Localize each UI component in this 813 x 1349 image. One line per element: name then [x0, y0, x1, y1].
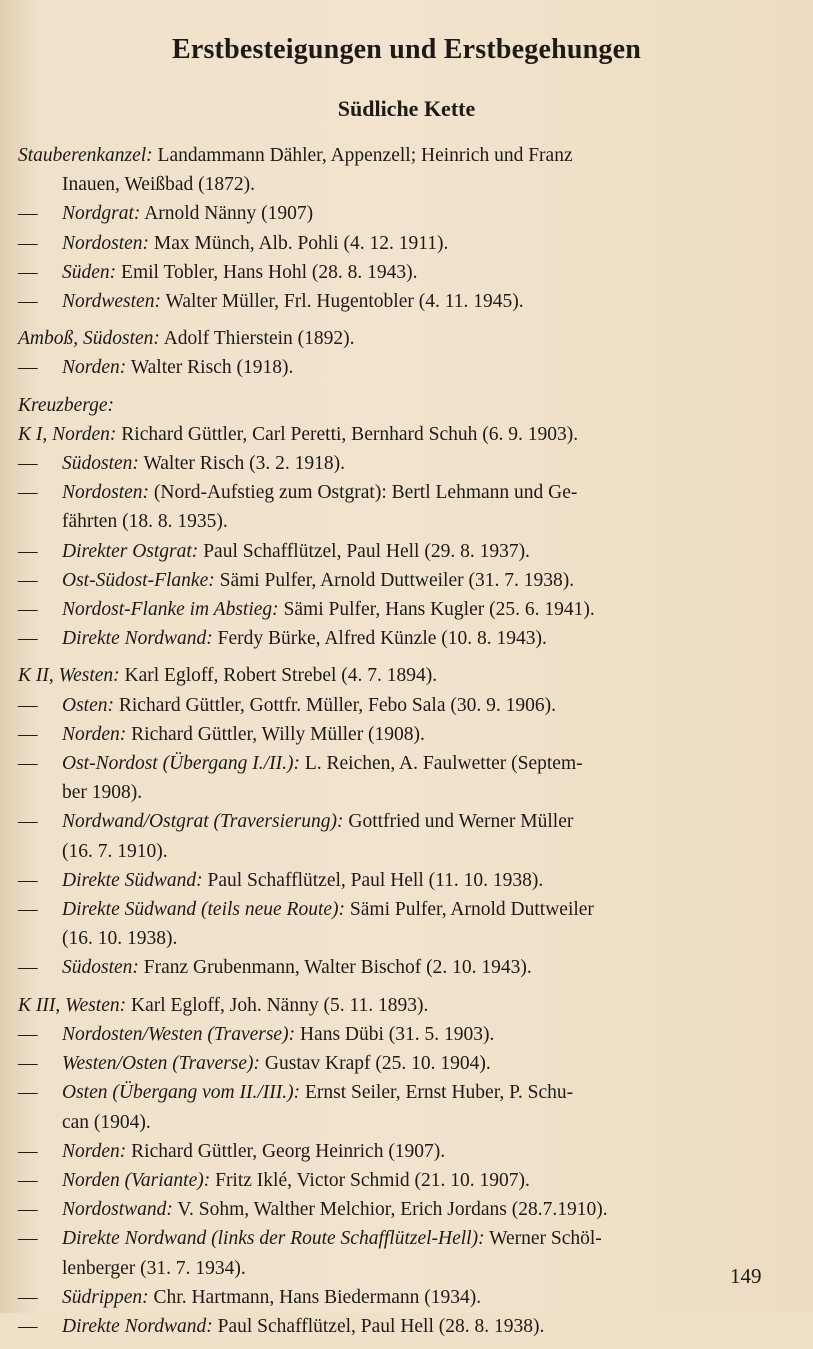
climbers-text: Franz Grubenmann, Walter Bischof (2. 10. 1943). — [143, 957, 532, 979]
entry-continuation: lenberger (31. 7. 1934). — [62, 1257, 246, 1279]
climbers-text: Walter Risch (1918). — [130, 357, 294, 379]
ascent-entry — [18, 953, 778, 982]
ascent-entry — [18, 1049, 778, 1078]
entry-group — [18, 141, 778, 316]
ascent-entry — [18, 720, 778, 749]
climbers-text: Fritz Iklé, Victor Schmid (21. 10. 1907). — [215, 1169, 530, 1191]
entry-group — [18, 991, 778, 1341]
route-label: Direkter Ostgrat: — [62, 540, 199, 562]
ascent-entry — [18, 595, 778, 624]
entry-dash: — — [18, 599, 38, 621]
ascent-entry — [18, 991, 778, 1020]
page-title: Erstbesteigungen und Erstbegehungen — [171, 34, 642, 65]
ascent-entry — [18, 391, 778, 420]
entry-continuation: fährten (18. 8. 1935). — [62, 511, 228, 533]
climbers-text: Richard Güttler, Willy Müller (1908). — [131, 723, 425, 745]
ascent-entry — [18, 749, 778, 778]
entry-group — [18, 324, 778, 382]
route-label: Nordosten/Westen (Traverse): — [62, 1023, 296, 1045]
entry-dash: — — [18, 1228, 38, 1250]
entry-continuation: (16. 7. 1910). — [62, 840, 168, 862]
route-label: Direkte Südwand (teils neue Route): — [62, 899, 346, 921]
ascent-entry — [18, 624, 778, 653]
climbers-text: Karl Egloff, Joh. Nänny (5. 11. 1893). — [131, 994, 429, 1016]
climbers-text: Richard Güttler, Georg Heinrich (1907). — [131, 1140, 446, 1162]
ascent-entry — [18, 1283, 778, 1312]
entry-dash: — — [18, 453, 38, 475]
ascent-entry — [18, 324, 778, 353]
route-label: Nordgrat: — [62, 203, 141, 225]
climbers-text: L. Reichen, A. Faulwetter (Septem- — [304, 753, 583, 775]
entry-dash: — — [18, 628, 38, 650]
route-label: Norden: — [62, 357, 127, 379]
climbers-text: Sämi Pulfer, Hans Kugler (25. 6. 1941). — [283, 599, 595, 621]
ascent-entry — [18, 199, 778, 228]
route-label: Norden (Variante): — [62, 1169, 211, 1191]
route-label: Nordostwand: — [62, 1199, 173, 1221]
route-label: K II, Westen: — [18, 665, 120, 687]
entry-continuation: (16. 10. 1938). — [62, 928, 178, 950]
entry-dash: — — [18, 869, 38, 891]
route-label: Nordwand/Ostgrat (Traversierung): — [62, 811, 344, 833]
ascent-entry — [18, 566, 778, 595]
route-label: Direkte Südwand: — [62, 869, 203, 891]
climbers-text: Ferdy Bürke, Alfred Künzle (10. 8. 1943). — [217, 628, 547, 650]
route-label: Ost-Südost-Flanke: — [62, 569, 215, 591]
ascent-entry — [18, 661, 778, 690]
ascent-entry — [18, 478, 778, 507]
ascent-entry — [18, 449, 778, 478]
entry-dash: — — [18, 694, 38, 716]
entry-dash: — — [18, 1082, 38, 1104]
route-label: Nordosten: — [62, 232, 150, 254]
route-label: Norden: — [62, 1140, 127, 1162]
ascent-entry — [18, 1166, 778, 1195]
route-label: Direkte Nordwand: — [62, 628, 213, 650]
route-label: Amboß, Südosten: — [18, 328, 160, 350]
ascent-entry — [18, 141, 778, 170]
ascent-entry — [18, 1137, 778, 1166]
route-label: Osten (Übergang vom II./III.): — [62, 1082, 301, 1104]
ascent-entry — [18, 807, 778, 836]
route-label: Stauberenkanzel: — [18, 145, 153, 166]
ascent-entry — [18, 1224, 778, 1253]
climbers-text: Paul Schafflützel, Paul Hell (28. 8. 1938). — [217, 1315, 545, 1337]
route-label: Nordwesten: — [62, 291, 161, 313]
entry-continuation: can (1904). — [62, 1111, 151, 1133]
ascent-entry — [18, 258, 778, 287]
ascent-entry — [18, 1078, 778, 1107]
entry-dash: — — [18, 1053, 38, 1075]
route-label: Südrippen: — [62, 1286, 149, 1308]
route-label: Südosten: — [62, 453, 139, 475]
entry-dash: — — [18, 811, 38, 833]
entry-dash: — — [18, 1199, 38, 1221]
entry-dash: — — [18, 753, 38, 775]
entry-dash: — — [18, 1023, 38, 1045]
climbers-text: Landammann Dähler, Appenzell; Heinrich und Franz — [157, 145, 573, 166]
ascent-entry — [18, 229, 778, 258]
climbers-text: V. Sohm, Walther Melchior, Erich Jordans (28.7.1910). — [177, 1199, 608, 1221]
first-ascent-list — [18, 141, 778, 1349]
route-label: Südosten: — [62, 957, 139, 979]
ascent-entry — [18, 1020, 778, 1049]
entry-dash: — — [18, 203, 38, 225]
route-label: Direkte Nordwand: — [62, 1315, 213, 1337]
climbers-text: Adolf Thierstein (1892). — [163, 328, 355, 350]
climbers-text: (Nord-Aufstieg zum Ostgrat): Bertl Lehmann und Ge- — [153, 482, 578, 504]
entry-group — [18, 661, 778, 982]
climbers-text: Sämi Pulfer, Arnold Duttweiler (31. 7. 1938). — [219, 569, 575, 591]
climbers-text: Walter Risch (3. 2. 1918). — [143, 453, 345, 475]
entry-dash: — — [18, 957, 38, 979]
entry-dash: — — [18, 569, 38, 591]
route-label: Kreuzberge: — [18, 394, 115, 416]
ascent-entry — [18, 420, 778, 449]
route-label: Norden: — [62, 723, 127, 745]
section-subtitle: Südliche Kette — [337, 96, 476, 121]
ascent-entry — [18, 537, 778, 566]
ascent-entry — [18, 866, 778, 895]
ascent-entry — [18, 353, 778, 382]
climbers-text: Richard Güttler, Gottfr. Müller, Febo Sala (30. 9. 1906). — [118, 694, 556, 716]
climbers-text: Chr. Hartmann, Hans Biedermann (1934). — [153, 1286, 482, 1308]
route-label: Nordost-Flanke im Abstieg: — [62, 599, 279, 621]
page-number: 149 — [730, 1264, 762, 1288]
climbers-text: Gottfried und Werner Müller — [348, 811, 574, 833]
entry-dash: — — [18, 1169, 38, 1191]
ascent-entry — [18, 287, 778, 316]
climbers-text: Gustav Krapf (25. 10. 1904). — [264, 1053, 491, 1075]
climbers-text: Hans Dübi (31. 5. 1903). — [299, 1023, 495, 1045]
ascent-entry — [18, 895, 778, 924]
entry-dash: — — [18, 899, 38, 921]
climbers-text: Max Münch, Alb. Pohli (4. 12. 1911). — [153, 232, 449, 254]
climbers-text: Karl Egloff, Robert Strebel (4. 7. 1894). — [124, 665, 438, 687]
climbers-text: Emil Tobler, Hans Hohl (28. 8. 1943). — [121, 261, 418, 283]
ascent-entry — [18, 1195, 778, 1224]
route-label: K I, Norden: — [18, 423, 117, 445]
entry-dash: — — [18, 261, 38, 283]
route-label: Osten: — [62, 694, 114, 716]
entry-continuation: Inauen, Weißbad (1872). — [62, 174, 256, 196]
climbers-text: Richard Güttler, Carl Peretti, Bernhard Schuh (6. 9. 1903). — [121, 423, 579, 445]
ascent-entry — [18, 1312, 778, 1341]
route-label: Süden: — [62, 261, 117, 283]
climbers-text: Sämi Pulfer, Arnold Duttweiler — [349, 899, 594, 921]
entry-dash: — — [18, 1140, 38, 1162]
climbers-text: Werner Schöl- — [489, 1228, 602, 1250]
climbers-text: Arnold Nänny (1907) — [144, 203, 314, 225]
entry-dash: — — [18, 482, 38, 504]
entry-dash: — — [18, 232, 38, 254]
entry-dash: — — [18, 723, 38, 745]
route-label: Direkte Nordwand (links der Route Schafflützel-Hell): — [62, 1228, 485, 1250]
route-label: K III, Westen: — [18, 994, 127, 1016]
route-label: Westen/Osten (Traverse): — [62, 1053, 261, 1075]
entry-dash: — — [18, 357, 38, 379]
entry-continuation: ber 1908). — [62, 782, 143, 804]
climbers-text: Paul Schafflützel, Paul Hell (29. 8. 1937). — [203, 540, 530, 562]
climbers-text: Ernst Seiler, Ernst Huber, P. Schu- — [304, 1082, 574, 1104]
route-label: Nordosten: — [62, 482, 150, 504]
climbers-text: Walter Müller, Frl. Hugentobler (4. 11. 1945). — [165, 291, 524, 313]
entry-dash: — — [18, 540, 38, 562]
climbers-text: Paul Schafflützel, Paul Hell (11. 10. 1938). — [207, 869, 544, 891]
entry-dash: — — [18, 1286, 38, 1308]
entry-group — [18, 391, 778, 654]
entry-dash: — — [18, 1315, 38, 1337]
ascent-entry — [18, 691, 778, 720]
route-label: Ost-Nordost (Übergang I./II.): — [62, 753, 300, 775]
entry-dash: — — [18, 291, 38, 313]
